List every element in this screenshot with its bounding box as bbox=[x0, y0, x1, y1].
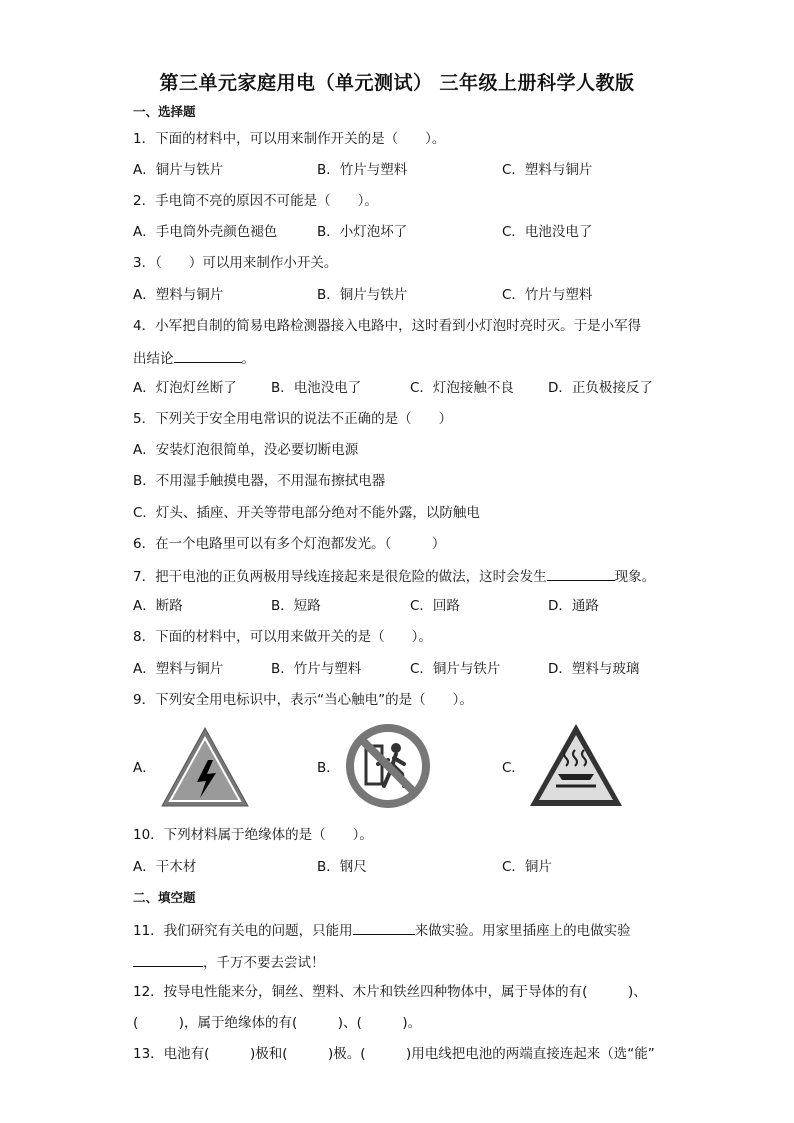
q4-option-c: C．灯泡接触不良 bbox=[410, 380, 514, 396]
q1-option-c: C．塑料与铜片 bbox=[502, 162, 593, 178]
question-3: 3．（ ）可以用来制作小开关。 bbox=[133, 255, 338, 271]
q10-option-c: C．铜片 bbox=[502, 859, 552, 875]
q8-option-d: D．塑料与玻璃 bbox=[548, 661, 640, 677]
q11-suffix: ，千万不要去尝试！ bbox=[203, 955, 325, 971]
question-13: 13．电池有( )极和( )极。( )用电线把电池的两端直接连起来（选“能” bbox=[133, 1046, 655, 1062]
question-8: 8．下面的材料中，可以用来做开关的是（ ）。 bbox=[133, 629, 432, 645]
q7-suffix: 现象。 bbox=[614, 569, 656, 585]
q7-option-d: D．通路 bbox=[548, 598, 599, 614]
q7-answer-blank[interactable] bbox=[547, 566, 615, 581]
q10-option-b: B．钢尺 bbox=[317, 859, 367, 875]
question-1: 1．下面的材料中，可以用来制作开关的是（ ）。 bbox=[133, 131, 446, 147]
question-11-line1 bbox=[133, 920, 631, 940]
question-4-line1: 4．小军把自制的简易电路检测器接入电路中，这时看到小灯泡时亮时灭。于是小军得 bbox=[133, 318, 642, 334]
q3-option-a: A．塑料与铜片 bbox=[133, 287, 224, 303]
q7-option-c: C．回路 bbox=[410, 598, 460, 614]
q4-option-b: B．电池没电了 bbox=[271, 380, 362, 396]
q9-option-c-label: C． bbox=[502, 760, 525, 776]
question-4-line2 bbox=[133, 348, 255, 368]
question-6: 6．在一个电路里可以有多个灯泡都发光。（ ） bbox=[133, 536, 446, 552]
q11-answer-blank-2[interactable] bbox=[133, 952, 203, 967]
q11-prefix: 11．我们研究有关电的问题，只能用 bbox=[133, 923, 353, 939]
q1-option-a: A．铜片与铁片 bbox=[133, 162, 224, 178]
q1-option-b: B．竹片与塑料 bbox=[317, 162, 408, 178]
question-5: 5．下列关于安全用电常识的说法不正确的是（ ） bbox=[133, 411, 453, 427]
q8-option-c: C．铜片与铁片 bbox=[410, 661, 501, 677]
q10-option-a: A．干木材 bbox=[133, 859, 197, 875]
q5-option-a: A．安装灯泡很简单，没必要切断电源 bbox=[133, 442, 359, 458]
q4-answer-blank[interactable] bbox=[174, 348, 242, 363]
question-9: 9．下列安全用电标识中，表示“当心触电”的是（ ）。 bbox=[133, 692, 473, 708]
q4-option-d: D．正负极接反了 bbox=[548, 380, 653, 396]
question-11-line2 bbox=[133, 952, 325, 972]
q9-option-b-label: B． bbox=[317, 760, 340, 776]
electric-hazard-warning-icon bbox=[160, 726, 250, 808]
q2-option-a: A．手电筒外壳颜色褪色 bbox=[133, 224, 278, 240]
question-12-line2: ( )，属于绝缘体的有( )、( )。 bbox=[133, 1015, 422, 1031]
question-12-line1: 12．按导电性能来分，铜丝、塑料、木片和铁丝四种物体中，属于导体的有( )、 bbox=[133, 984, 647, 1000]
no-entry-prohibition-icon bbox=[344, 724, 432, 808]
question-10: 10．下列材料属于绝缘体的是（ ）。 bbox=[133, 827, 373, 843]
q2-option-c: C．电池没电了 bbox=[502, 224, 593, 240]
question-7 bbox=[133, 566, 655, 586]
q5-option-b: B．不用湿手触摸电器，不用湿布擦拭电器 bbox=[133, 473, 386, 489]
question-2: 2．手电筒不亮的原因不可能是（ ）。 bbox=[133, 193, 378, 209]
q2-option-b: B．小灯泡坏了 bbox=[317, 224, 408, 240]
q8-option-a: A．塑料与铜片 bbox=[133, 661, 224, 677]
q7-option-b: B．短路 bbox=[271, 598, 321, 614]
q7-prefix: 7．把干电池的正负两极用导线连接起来是很危险的做法，这时会发生 bbox=[133, 569, 547, 585]
q4-prefix: 出结论 bbox=[133, 351, 174, 367]
page-title: 第三单元家庭用电（单元测试） 三年级上册科学人教版 bbox=[159, 72, 635, 94]
q11-middle: 来做实验。用家里插座上的电做实验 bbox=[414, 923, 631, 939]
q7-option-a: A．断路 bbox=[133, 598, 183, 614]
hot-surface-warning-icon bbox=[528, 722, 624, 808]
q8-option-b: B．竹片与塑料 bbox=[271, 661, 362, 677]
q3-option-c: C．竹片与塑料 bbox=[502, 287, 593, 303]
q4-suffix: 。 bbox=[241, 351, 255, 367]
q5-option-c: C．灯头、插座、开关等带电部分绝对不能外露，以防触电 bbox=[133, 505, 480, 521]
q4-option-a: A．灯泡灯丝断了 bbox=[133, 380, 237, 396]
q3-option-b: B．铜片与铁片 bbox=[317, 287, 408, 303]
q9-option-a-label: A． bbox=[133, 760, 156, 776]
q11-answer-blank-1[interactable] bbox=[353, 920, 415, 935]
section-heading-choice: 一、选择题 bbox=[133, 104, 196, 119]
section-heading-fill-blank: 二、填空题 bbox=[133, 890, 196, 905]
